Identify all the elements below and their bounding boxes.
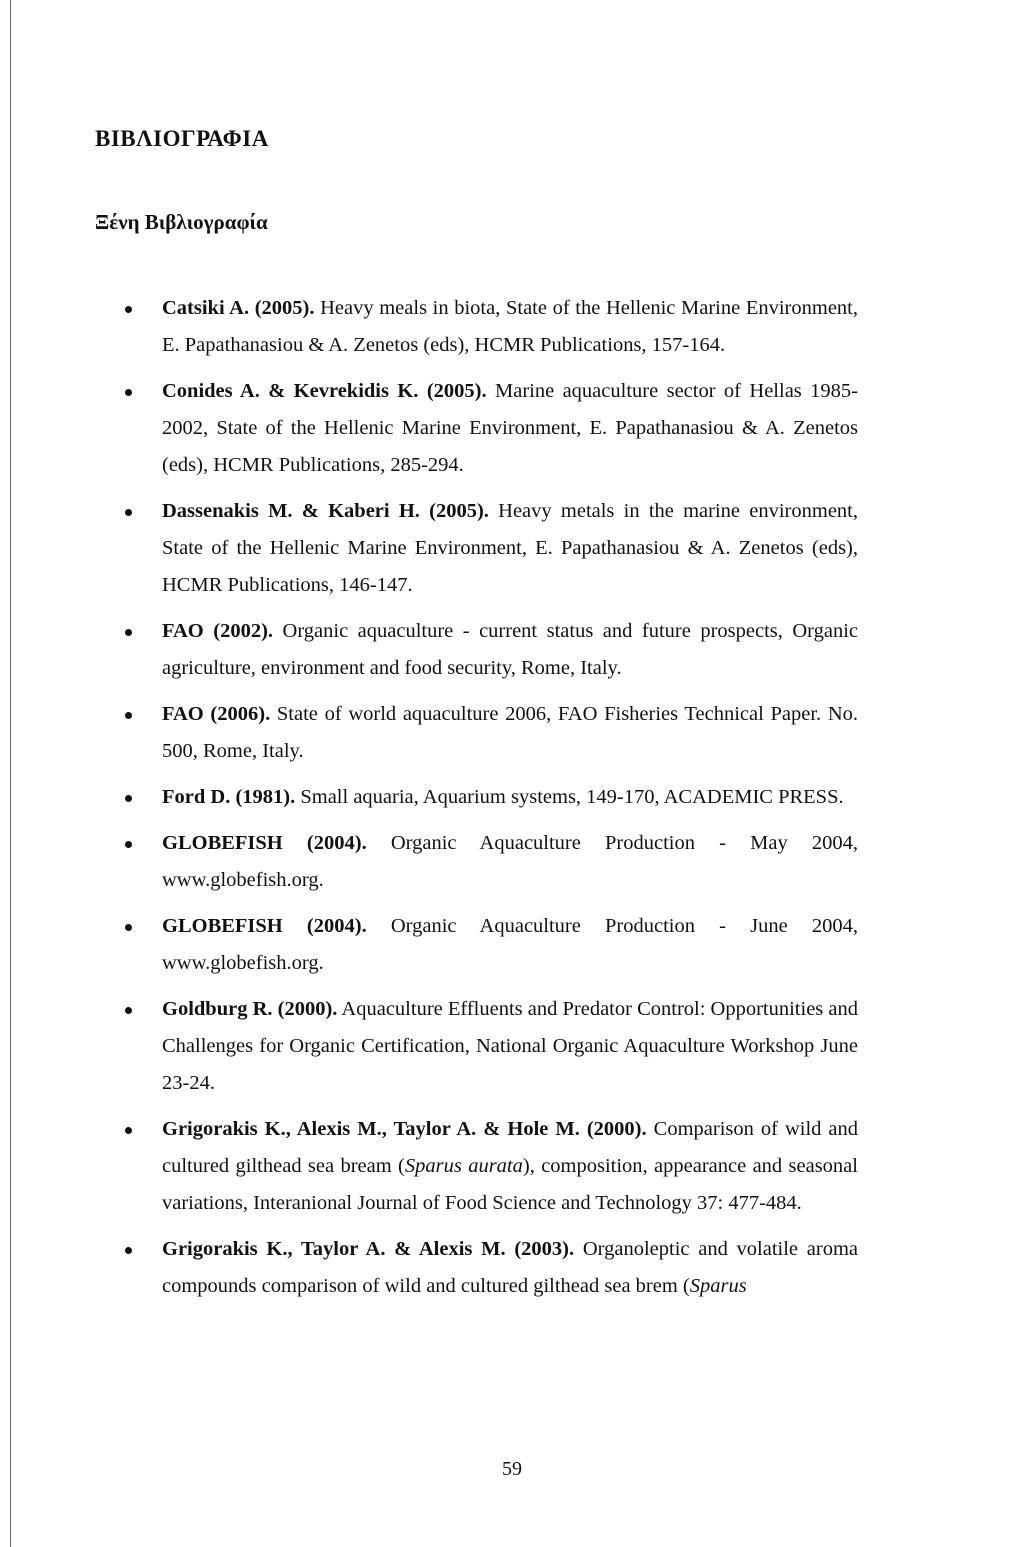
bullet-icon [125,1247,132,1254]
bullet-icon [125,306,132,313]
page-number: 59 [502,1458,522,1480]
reference-text: Small aquaria, Aquarium systems, 149-170, ACADEMIC PRESS. [295,786,844,808]
reference-authors: Grigorakis K., Alexis M., Taylor A. & Hole M. (2000). [162,1118,647,1140]
reference-authors: FAO (2002). [162,620,274,642]
reference-text: Heavy metals in the marine environment, State of the Hellenic Marine Environment, E. Papathanasiou & A. Zenetos (eds), HCMR Publications, 146-147. [162,500,859,596]
reference-text: Comparison of wild and cultured gilthead sea bream ( [162,1118,859,1177]
reference-item [0,779,858,816]
reference-text: State of world aquaculture 2006, FAO Fisheries Technical Paper. No. 500, Rome, Italy. [162,703,859,762]
reference-text: Organoleptic and volatile aroma compounds comparison of wild and cultured gilthead sea brem ( [162,1238,858,1297]
reference-item [0,493,858,604]
reference-list [0,290,1024,1314]
reference-authors: Dassenakis M. & Kaberi H. (2005). [162,500,489,522]
reference-text: Organic Aquaculture Production - June 2004, www.globefish.org. [162,915,858,974]
reference-item [0,290,858,364]
reference-item [0,696,858,770]
reference-text: Organic aquaculture - current status and future prospects, Organic agriculture, environment and food security, Rome, Italy. [162,620,859,679]
reference-authors: Grigorakis K., Taylor A. & Alexis M. (2003). [162,1238,575,1260]
bullet-icon [125,509,132,516]
reference-item [0,908,858,982]
reference-item [0,825,858,899]
reference-authors: Ford D. (1981). [162,786,296,808]
reference-authors: Conides A. & Kevrekidis K. (2005). [162,380,487,402]
page-title: ΒΙΒΛΙΟΓΡΑΦΙΑ [95,126,269,151]
reference-species: Sparus aurata [404,1155,523,1177]
reference-authors: FAO (2006). [162,703,271,725]
reference-item [0,991,858,1102]
section-subtitle: Ξένη Βιβλιογραφία [95,210,268,234]
reference-text: Heavy meals in biota, State of the Hellenic Marine Environment, E. Papathanasiou & A. Zenetos (eds), HCMR Publications, 157-164. [162,297,858,356]
reference-item [0,1231,858,1305]
reference-text-tail: ), composition, appearance and seasonal variations, Interanional Journal of Food Science and Technology 37: 477-484. [162,1155,858,1214]
bullet-icon [125,795,132,802]
reference-text: Marine aquaculture sector of Hellas 1985-2002, State of the Hellenic Marine Environment, E. Papathanasiou & A. Zenetos (eds), HCMR Publications, 285-294. [162,380,858,476]
reference-text: Aquaculture Effluents and Predator Control: Opportunities and Challenges for Organic Certification, National Organic Aquaculture Workshop June 23-24. [162,998,859,1094]
reference-species: Sparus [689,1275,747,1297]
reference-item [0,1111,858,1222]
bullet-icon [125,841,132,848]
bullet-icon [125,924,132,931]
bullet-icon [125,389,132,396]
reference-text: Organic Aquaculture Production - May 2004, www.globefish.org. [162,832,858,891]
bullet-icon [125,712,132,719]
reference-item [0,613,858,687]
reference-authors: GLOBEFISH (2004). [162,915,367,937]
bullet-icon [125,629,132,636]
bullet-icon [125,1127,132,1134]
reference-authors: Goldburg R. (2000). [162,998,338,1020]
bullet-icon [125,1007,132,1014]
reference-authors: Catsiki A. (2005). [162,297,315,319]
reference-authors: GLOBEFISH (2004). [162,832,367,854]
reference-item [0,373,858,484]
